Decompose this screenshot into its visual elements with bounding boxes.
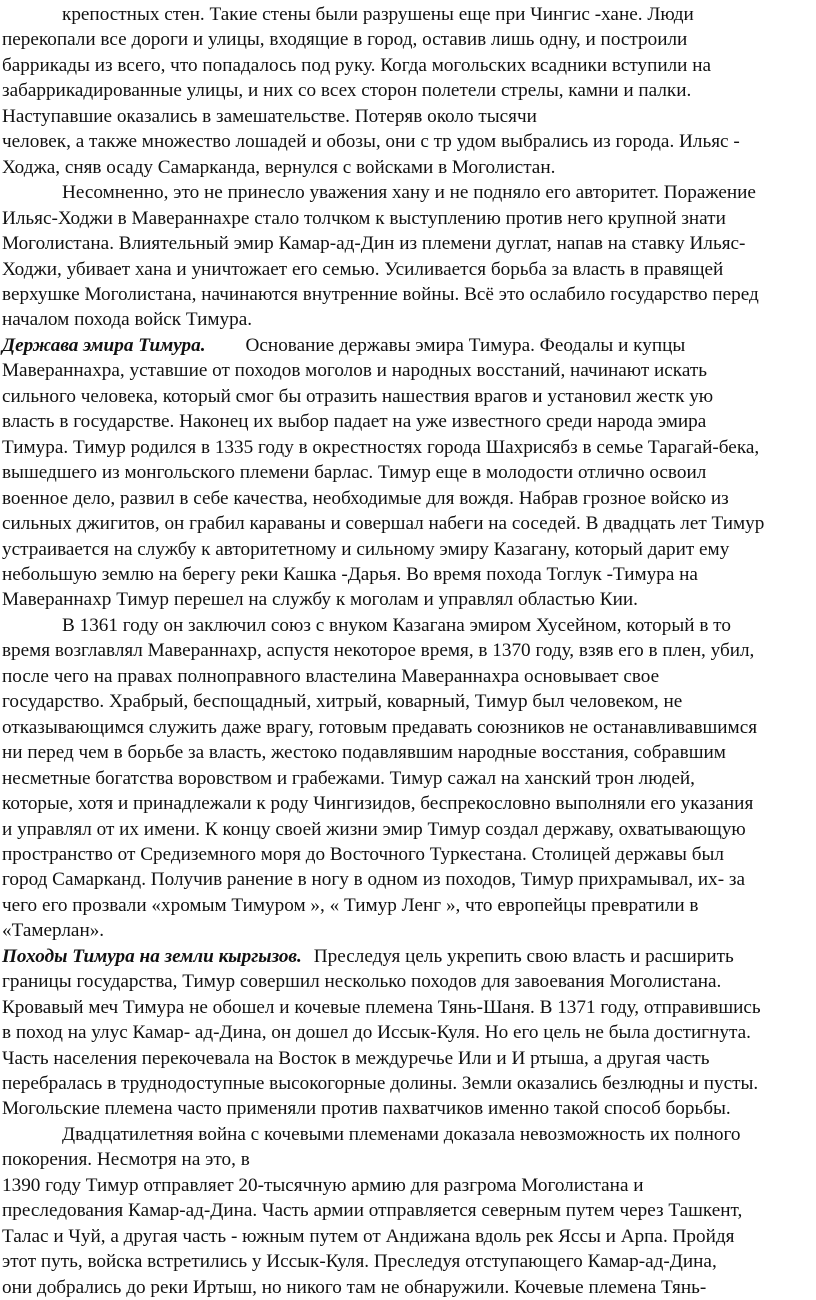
text-line: Моголистана. Влиятельный эмир Камар-ад-Дин из племени дуглат, напав на ставку Ильяс- xyxy=(2,233,746,255)
text-line: покорения. Несмотря на это, в xyxy=(2,1149,250,1171)
paragraph-timur-state xyxy=(2,333,816,613)
text-run: Преследуя цель укрепить свою власть и расширить xyxy=(313,945,734,967)
text-line: Могольские племена часто применяли против пахватчиков именно такой способ борьбы. xyxy=(2,1098,731,1120)
text-line: Двадцатилетняя война с кочевыми племенами доказала невозможность их полного xyxy=(62,1123,741,1145)
text-line: забаррикадированные улицы, и них со всех сторон полетели стрелы, камни и палки. xyxy=(2,80,692,102)
text-line: устраивается на службу к авторитетному и сильному эмиру Казагану, который дарит ему xyxy=(2,538,730,560)
text-line: Мавераннахр Тимур перешел на службу к моголам и управлял областью Кии. xyxy=(2,589,638,611)
text-line: чего его прозвали «хромым Тимуром », « Тимур Ленг », что европейцы превратили в xyxy=(2,894,699,916)
text-line: власть в государстве. Наконец их выбор падает на уже известного среди народа эмира xyxy=(2,411,707,433)
text-line: после чего на правах полноправного властелина Мавераннахра основывает свое xyxy=(2,665,660,687)
text-line: Несомненно, это не принесло уважения хану и не подняло его авторитет. Поражение xyxy=(62,182,756,204)
text-line: и управлял от их имени. К концу своей жизни эмир Тимур создал державу, охватывающую xyxy=(2,818,746,840)
text-line: военное дело, развил в себе качества, необходимые для вождя. Набрав грозное войско из xyxy=(2,487,729,509)
text-line: Ильяс-Ходжи в Мавераннахре стало толчком к выступлению против него крупной знати xyxy=(2,207,726,229)
text-line: перекопали все дороги и улицы, входящие в город, оставив лишь одну, и построили xyxy=(2,29,688,51)
text-line: верхушке Моголистана, начинаются внутренние войны. Всё это ослабило государство перед xyxy=(2,283,759,305)
text-line: сильного человека, который смог бы отразить нашествия врагов и установил жестк ую xyxy=(2,385,714,407)
text-line: человек, а также множество лошадей и обозы, они с тр удом выбрались из города. Ильяс - xyxy=(2,131,740,153)
text-line: отказывающимся служить даже врагу, готовым предавать союзников не останавливавшимся xyxy=(2,716,758,738)
text-line: Ходжа, сняв осаду Самарканда, вернулся с войсками в Моголистан. xyxy=(2,156,556,178)
paragraph-internal-wars xyxy=(2,180,816,333)
text-line: государство. Храбрый, беспощадный, хитрый, коварный, Тимур был человеком, не xyxy=(2,691,683,713)
text-line xyxy=(2,333,816,358)
text-line: этот путь, войска встретились у Иссык-Куля. Преследуя отступающего Камар-ад-Дина, xyxy=(2,1251,717,1273)
text-line: началом похода войск Тимура. xyxy=(2,309,253,331)
text-line: Талас и Чуй, а другая часть - южным путем от Андижана вдоль рек Яссы и Арпа. Пройдя xyxy=(2,1225,735,1247)
text-line: В 1361 году он заключил союз с внуком Казагана эмиром Хусейном, который в то xyxy=(62,614,731,636)
text-line: город Самарканд. Получив ранение в ногу в одном из походов, Тимур прихрамывал, их- за xyxy=(2,869,745,891)
text-line: несметные богатства воровством и грабежами. Тимур сажал на ханский трон людей, xyxy=(2,767,695,789)
text-line: вышедшего из монгольского племени барлас. Тимур еще в молодости отлично освоил xyxy=(2,462,707,484)
text-line: время возглавлял Мавераннахр, аспустя некоторое время, в 1370 году, взяв его в плен, убил, xyxy=(2,640,755,662)
text-line: в поход на улус Камар- ад-Дина, он дошел до Иссык-Куля. Но его цель не была достигнута. xyxy=(2,1022,751,1044)
section-heading-kyrgyz-campaigns: Походы Тимура на земли кыргызов. xyxy=(2,945,302,967)
paragraph-alliance-husayn xyxy=(2,613,816,944)
paragraph-twenty-year-war xyxy=(2,1122,816,1300)
text-line: перебралась в труднодоступные высокогорные долины. Земли оказались безлюдны и пусты. xyxy=(2,1073,759,1095)
text-run: Основание державы эмира Тимура. Феодалы и купцы xyxy=(245,334,686,356)
text-line: Тимура. Тимур родился в 1335 году в окрестностях города Шахрисябз в семье Тарагай-бека, xyxy=(2,436,760,458)
text-line: крепостных стен. Такие стены были разрушены еще при Чингис -хане. Люди xyxy=(62,4,694,25)
text-line: ни перед чем в борьбе за власть, жестоко подавлявшим народные восстания, собравшим xyxy=(2,742,726,764)
text-line: 1390 году Тимур отправляет 20-тысячную армию для разгрома Моголистана и xyxy=(2,1174,644,1196)
text-line: пространство от Средиземного моря до Восточного Туркестана. Столицей державы был xyxy=(2,843,724,865)
text-line: они добрались до реки Иртыш, но никого там не обнаружили. Кочевые племена Тянь- xyxy=(2,1276,707,1298)
text-line: сильных джигитов, он грабил караваны и совершал набеги на соседей. В двадцать лет Тимур xyxy=(2,513,765,535)
section-heading-timur-state: Держава эмира Тимура. xyxy=(2,334,206,356)
text-line: Наступавшие оказались в замешательстве. Потеряв около тысячи xyxy=(2,105,537,127)
paragraph-kyrgyz-campaigns xyxy=(2,944,816,1122)
text-line xyxy=(2,944,816,969)
text-line: баррикады из всего, что попадалось под руку. Когда могольских всадники вступили на xyxy=(2,54,712,76)
text-line: Ходжи, убивает хана и уничтожает его семью. Усиливается борьба за власть в правящей xyxy=(2,258,724,280)
text-line: которые, хотя и принадлежали к роду Чингизидов, беспрекословно выполняли его указания xyxy=(2,793,754,815)
paragraph-siege-samarkand xyxy=(2,2,816,180)
text-line: границы государства, Тимур совершил несколько походов для завоевания Моголистана. xyxy=(2,971,722,993)
text-line: преследования Камар-ад-Дина. Часть армии отправляется северным путем через Ташкент, xyxy=(2,1200,743,1222)
text-line: Мавераннахра, уставшие от походов моголов и народных восстаний, начинают искать xyxy=(2,360,707,382)
text-line: Кровавый меч Тимура не обошел и кочевые племена Тянь-Шаня. В 1371 году, отправившись xyxy=(2,996,761,1018)
text-line: Часть населения перекочевала на Восток в междуречье Или и И ртыша, а другая часть xyxy=(2,1047,710,1069)
text-line: небольшую землю на берегу реки Кашка -Дарья. Во время похода Тоглук -Тимура на xyxy=(2,563,698,585)
text-line: «Тамерлан». xyxy=(2,920,105,942)
